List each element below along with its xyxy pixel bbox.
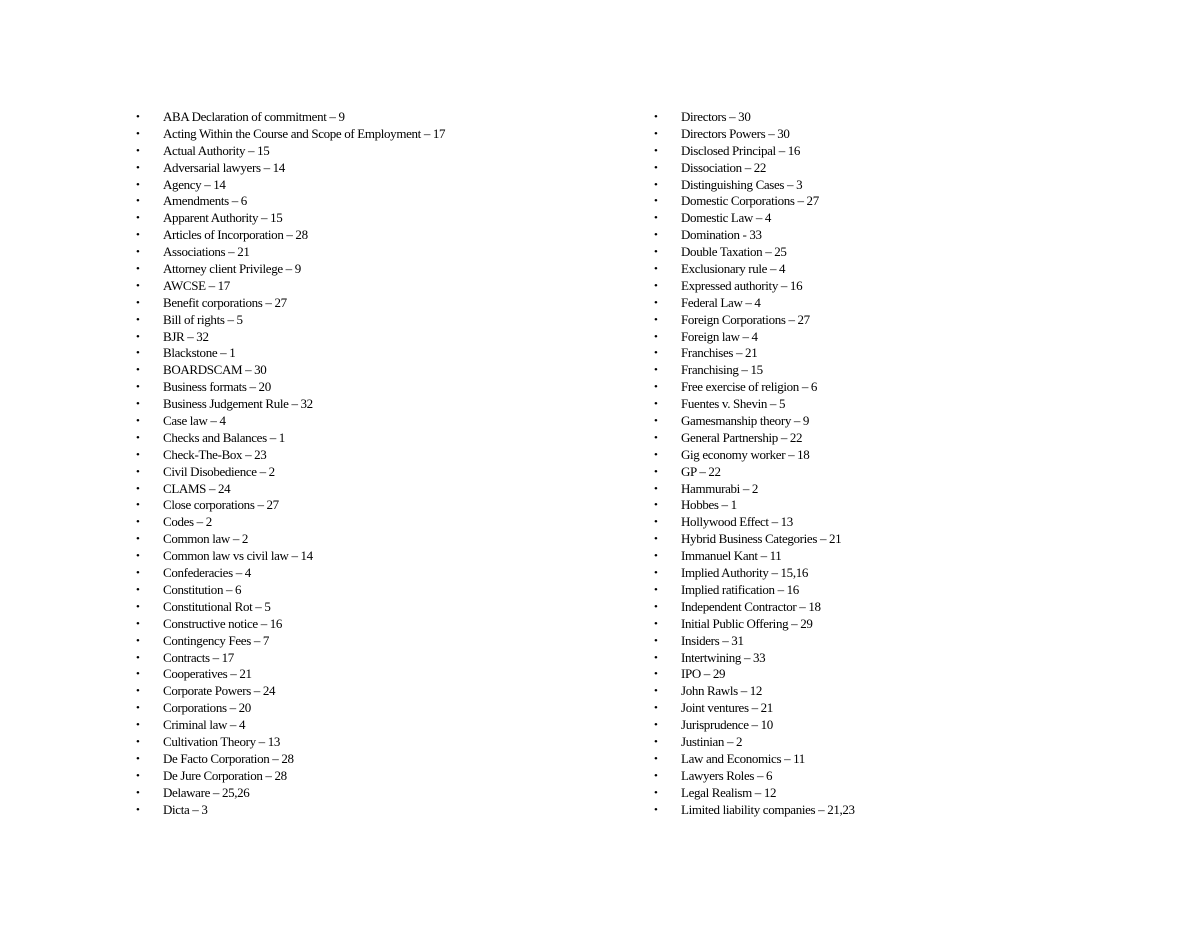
index-entry-text: Intertwining – 33: [681, 649, 766, 665]
bullet-icon: •: [654, 769, 658, 782]
bullet-icon: •: [136, 448, 140, 461]
index-entry-text: Common law – 2: [163, 531, 249, 547]
index-entry: [133, 464, 593, 481]
bullet-icon: •: [136, 263, 140, 276]
index-entry: [133, 548, 593, 565]
bullet-icon: •: [136, 398, 140, 411]
bullet-icon: •: [136, 567, 140, 580]
index-entry: [651, 379, 1111, 396]
index-entry: [651, 430, 1111, 447]
bullet-icon: •: [136, 161, 140, 174]
index-entry: [133, 802, 593, 819]
bullet-icon: •: [654, 263, 658, 276]
bullet-icon: •: [136, 685, 140, 698]
index-entry: [651, 177, 1111, 194]
index-entry-text: Exclusionary rule – 4: [681, 261, 786, 277]
bullet-icon: •: [654, 364, 658, 377]
index-entry: [133, 329, 593, 346]
index-entry: [133, 531, 593, 548]
index-entry-text: Limited liability companies – 21,23: [681, 801, 855, 817]
index-entry: [133, 312, 593, 329]
bullet-icon: •: [654, 246, 658, 259]
index-entry: [133, 785, 593, 802]
index-entry-text: Gamesmanship theory – 9: [681, 413, 810, 429]
index-entry-text: Independent Contractor – 18: [681, 598, 821, 614]
index-entry: [651, 396, 1111, 413]
index-entry-text: Delaware – 25,26: [163, 784, 250, 800]
index-entry: [651, 802, 1111, 819]
index-entry: [651, 295, 1111, 312]
index-entry-text: Justinian – 2: [681, 733, 743, 749]
index-entry: [651, 751, 1111, 768]
index-entry: [651, 329, 1111, 346]
bullet-icon: •: [654, 482, 658, 495]
bullet-icon: •: [654, 634, 658, 647]
index-entry-text: Implied ratification – 16: [681, 581, 799, 597]
index-entry: [133, 210, 593, 227]
index-entry-text: Legal Realism – 12: [681, 784, 777, 800]
bullet-icon: •: [136, 127, 140, 140]
bullet-icon: •: [136, 634, 140, 647]
index-entry: [133, 160, 593, 177]
bullet-icon: •: [654, 752, 658, 765]
bullet-icon: •: [654, 583, 658, 596]
index-entry-text: Constitution – 6: [163, 581, 242, 597]
index-entry-text: Acting Within the Course and Scope of Employment – 17: [163, 125, 446, 141]
index-entry-text: Hobbes – 1: [681, 497, 737, 513]
bullet-icon: •: [654, 550, 658, 563]
index-entry: [651, 447, 1111, 464]
bullet-icon: •: [654, 651, 658, 664]
index-entry-text: BJR – 32: [163, 328, 209, 344]
bullet-icon: •: [654, 296, 658, 309]
bullet-icon: •: [136, 719, 140, 732]
bullet-icon: •: [136, 769, 140, 782]
index-entry-text: Bill of rights – 5: [163, 311, 243, 327]
index-entry-text: Checks and Balances – 1: [163, 429, 285, 445]
index-entry: [651, 278, 1111, 295]
index-entry: [651, 227, 1111, 244]
index-entry: [133, 430, 593, 447]
index-entry: [651, 126, 1111, 143]
index-entry: [651, 345, 1111, 362]
bullet-icon: •: [654, 381, 658, 394]
index-entry: [651, 193, 1111, 210]
index-entry-text: Free exercise of religion – 6: [681, 379, 818, 395]
index-entry-text: Cultivation Theory – 13: [163, 733, 281, 749]
index-entry-text: Dissociation – 22: [681, 159, 767, 175]
index-entry-text: Directors Powers – 30: [681, 125, 790, 141]
bullet-icon: •: [136, 735, 140, 748]
bullet-icon: •: [136, 499, 140, 512]
index-entry: [133, 227, 593, 244]
index-entry-text: Blackstone – 1: [163, 345, 236, 361]
bullet-icon: •: [654, 330, 658, 343]
index-entry-text: Contracts – 17: [163, 649, 234, 665]
index-entry-text: Lawyers Roles – 6: [681, 767, 773, 783]
index-entry: [133, 295, 593, 312]
bullet-icon: •: [654, 465, 658, 478]
index-entry: [651, 565, 1111, 582]
index-entry: [133, 633, 593, 650]
index-entry: [651, 464, 1111, 481]
index-entry-text: Civil Disobedience – 2: [163, 463, 275, 479]
index-entry: [133, 683, 593, 700]
index-entry-text: Common law vs civil law – 14: [163, 548, 313, 564]
index-entry-text: John Rawls – 12: [681, 683, 763, 699]
bullet-icon: •: [654, 499, 658, 512]
bullet-icon: •: [654, 719, 658, 732]
index-entry: [133, 447, 593, 464]
bullet-icon: •: [136, 752, 140, 765]
bullet-icon: •: [654, 567, 658, 580]
index-entry-text: Business Judgement Rule – 32: [163, 396, 313, 412]
index-entry: [133, 700, 593, 717]
index-entry: [133, 565, 593, 582]
bullet-icon: •: [136, 415, 140, 428]
index-entry: [651, 413, 1111, 430]
bullet-icon: •: [654, 431, 658, 444]
index-entry: [651, 362, 1111, 379]
bullet-icon: •: [654, 161, 658, 174]
bullet-icon: •: [654, 144, 658, 157]
index-entry: [651, 599, 1111, 616]
index-entry-text: Constitutional Rot – 5: [163, 598, 271, 614]
bullet-icon: •: [654, 313, 658, 326]
index-entry: [651, 497, 1111, 514]
bullet-icon: •: [136, 786, 140, 799]
index-entry: [133, 616, 593, 633]
index-entry: [651, 683, 1111, 700]
bullet-icon: •: [654, 229, 658, 242]
index-entry: [133, 244, 593, 261]
index-entry: [651, 734, 1111, 751]
index-entry-text: Dicta – 3: [163, 801, 208, 817]
index-entry: [651, 548, 1111, 565]
index-entry-text: BOARDSCAM – 30: [163, 362, 267, 378]
index-entry: [651, 481, 1111, 498]
index-entry-text: IPO – 29: [681, 666, 726, 682]
bullet-icon: •: [654, 516, 658, 529]
index-entry-text: Domestic Law – 4: [681, 210, 772, 226]
index-entry: [133, 413, 593, 430]
bullet-icon: •: [136, 279, 140, 292]
index-entry-text: Agency – 14: [163, 176, 226, 192]
index-entry: [651, 616, 1111, 633]
index-entry: [133, 497, 593, 514]
index-entry: [651, 582, 1111, 599]
index-entry-text: Amendments – 6: [163, 193, 247, 209]
index-entry-text: Disclosed Principal – 16: [681, 142, 801, 158]
index-entry-text: AWCSE – 17: [163, 277, 230, 293]
index-entry-text: Hollywood Effect – 13: [681, 514, 793, 530]
bullet-icon: •: [136, 111, 140, 123]
index-entry-text: Confederacies – 4: [163, 565, 251, 581]
index-entry: [133, 177, 593, 194]
index-entry-text: Law and Economics – 11: [681, 750, 805, 766]
index-entry-text: Distinguishing Cases – 3: [681, 176, 803, 192]
index-entry: [651, 109, 1111, 126]
bullet-icon: •: [654, 600, 658, 613]
bullet-icon: •: [654, 178, 658, 191]
index-entry-text: Domestic Corporations – 27: [681, 193, 819, 209]
bullet-icon: •: [654, 347, 658, 360]
bullet-icon: •: [654, 803, 658, 816]
bullet-icon: •: [136, 516, 140, 529]
index-entry-text: Immanuel Kant – 11: [681, 548, 782, 564]
index-entry: [133, 768, 593, 785]
index-entry: [651, 633, 1111, 650]
index-entry: [133, 379, 593, 396]
index-entry: [133, 261, 593, 278]
index-entry: [651, 244, 1111, 261]
index-entry-text: Corporate Powers – 24: [163, 683, 276, 699]
bullet-icon: •: [136, 668, 140, 681]
bullet-icon: •: [654, 415, 658, 428]
bullet-icon: •: [654, 617, 658, 630]
bullet-icon: •: [654, 398, 658, 411]
index-entry: [651, 514, 1111, 531]
index-entry-text: Implied Authority – 15,16: [681, 565, 809, 581]
index-entry: [651, 531, 1111, 548]
index-entry: [651, 312, 1111, 329]
bullet-icon: •: [136, 702, 140, 715]
index-entry-text: Expressed authority – 16: [681, 277, 803, 293]
bullet-icon: •: [136, 533, 140, 546]
index-entry: [133, 126, 593, 143]
index-entry-text: Business formats – 20: [163, 379, 271, 395]
index-entry-text: De Facto Corporation – 28: [163, 750, 294, 766]
index-entry-text: Hybrid Business Categories – 21: [681, 531, 842, 547]
bullet-icon: •: [136, 431, 140, 444]
index-column-left: [133, 109, 593, 818]
bullet-icon: •: [654, 668, 658, 681]
bullet-icon: •: [136, 550, 140, 563]
bullet-icon: •: [136, 651, 140, 664]
index-entry-text: GP – 22: [681, 463, 721, 479]
bullet-icon: •: [654, 533, 658, 546]
bullet-icon: •: [654, 279, 658, 292]
index-entry-text: Apparent Authority – 15: [163, 210, 283, 226]
bullet-icon: •: [654, 195, 658, 208]
index-entry-text: Adversarial lawyers – 14: [163, 159, 285, 175]
index-entry: [133, 514, 593, 531]
index-entry: [133, 143, 593, 160]
index-entry: [133, 362, 593, 379]
index-entry-text: Domination - 33: [681, 227, 762, 243]
bullet-icon: •: [654, 212, 658, 225]
index-entry-text: Gig economy worker – 18: [681, 446, 810, 462]
index-entry-text: Constructive notice – 16: [163, 615, 283, 631]
index-entry-text: Corporations – 20: [163, 700, 251, 716]
index-entry: [651, 261, 1111, 278]
bullet-icon: •: [136, 212, 140, 225]
index-entry: [133, 650, 593, 667]
bullet-icon: •: [654, 786, 658, 799]
index-entry: [133, 481, 593, 498]
index-entry-text: Criminal law – 4: [163, 717, 246, 733]
index-entry: [651, 650, 1111, 667]
bullet-icon: •: [136, 246, 140, 259]
bullet-icon: •: [136, 144, 140, 157]
bullet-icon: •: [136, 364, 140, 377]
index-entry-text: Federal Law – 4: [681, 294, 761, 310]
bullet-icon: •: [654, 448, 658, 461]
index-entry-text: Fuentes v. Shevin – 5: [681, 396, 786, 412]
index-entry: [133, 734, 593, 751]
index-entry: [651, 143, 1111, 160]
index-entry: [133, 717, 593, 734]
index-entry: [651, 160, 1111, 177]
bullet-icon: •: [654, 111, 658, 123]
index-entry-text: Initial Public Offering – 29: [681, 615, 813, 631]
index-entry: [651, 210, 1111, 227]
bullet-icon: •: [136, 583, 140, 596]
index-entry-text: Insiders – 31: [681, 632, 744, 648]
bullet-icon: •: [654, 702, 658, 715]
bullet-icon: •: [654, 127, 658, 140]
index-entry-text: Jurisprudence – 10: [681, 717, 773, 733]
bullet-icon: •: [136, 617, 140, 630]
index-entry-text: Close corporations – 27: [163, 497, 279, 513]
bullet-icon: •: [136, 296, 140, 309]
index-entry-text: ABA Declaration of commitment – 9: [163, 109, 345, 124]
index-entry-text: Franchises – 21: [681, 345, 758, 361]
index-column-right: [651, 109, 1111, 818]
index-entry: [133, 278, 593, 295]
index-entry: [133, 666, 593, 683]
index-entry-text: Franchising – 15: [681, 362, 763, 378]
index-entry: [133, 345, 593, 362]
index-entry: [133, 193, 593, 210]
index-entry-text: Double Taxation – 25: [681, 244, 787, 260]
index-entry-text: Contingency Fees – 7: [163, 632, 270, 648]
bullet-icon: •: [136, 465, 140, 478]
index-entry-text: Articles of Incorporation – 28: [163, 227, 308, 243]
index-entry-text: Cooperatives – 21: [163, 666, 252, 682]
index-entry-text: Joint ventures – 21: [681, 700, 773, 716]
index-entry-text: Case law – 4: [163, 413, 226, 429]
bullet-icon: •: [136, 347, 140, 360]
index-entry: [651, 700, 1111, 717]
bullet-icon: •: [136, 803, 140, 816]
index-entry-text: Attorney client Privilege – 9: [163, 261, 301, 277]
index-entry-text: Foreign Corporations – 27: [681, 311, 810, 327]
bullet-icon: •: [136, 482, 140, 495]
index-entry-text: Directors – 30: [681, 109, 751, 124]
index-entry-text: Actual Authority – 15: [163, 142, 270, 158]
bullet-icon: •: [136, 381, 140, 394]
index-entry-text: De Jure Corporation – 28: [163, 767, 287, 783]
index-entry: [651, 717, 1111, 734]
index-entry: [651, 768, 1111, 785]
index-entry: [133, 599, 593, 616]
index-entry-text: Hammurabi – 2: [681, 480, 759, 496]
bullet-icon: •: [654, 685, 658, 698]
index-entry: [133, 751, 593, 768]
bullet-icon: •: [136, 178, 140, 191]
bullet-icon: •: [136, 195, 140, 208]
index-entry: [651, 785, 1111, 802]
index-entry-text: Foreign law – 4: [681, 328, 758, 344]
bullet-icon: •: [136, 229, 140, 242]
bullet-icon: •: [136, 313, 140, 326]
index-entry: [133, 109, 593, 126]
index-entry: [133, 396, 593, 413]
index-entry-text: Associations – 21: [163, 244, 250, 260]
index-entry-text: Codes – 2: [163, 514, 212, 530]
index-entry: [651, 666, 1111, 683]
index-entry-text: General Partnership – 22: [681, 429, 803, 445]
bullet-icon: •: [136, 330, 140, 343]
bullet-icon: •: [654, 735, 658, 748]
index-entry-text: Check-The-Box – 23: [163, 446, 267, 462]
index-entry-text: Benefit corporations – 27: [163, 294, 287, 310]
bullet-icon: •: [136, 600, 140, 613]
index-entry: [133, 582, 593, 599]
index-entry-text: CLAMS – 24: [163, 480, 231, 496]
